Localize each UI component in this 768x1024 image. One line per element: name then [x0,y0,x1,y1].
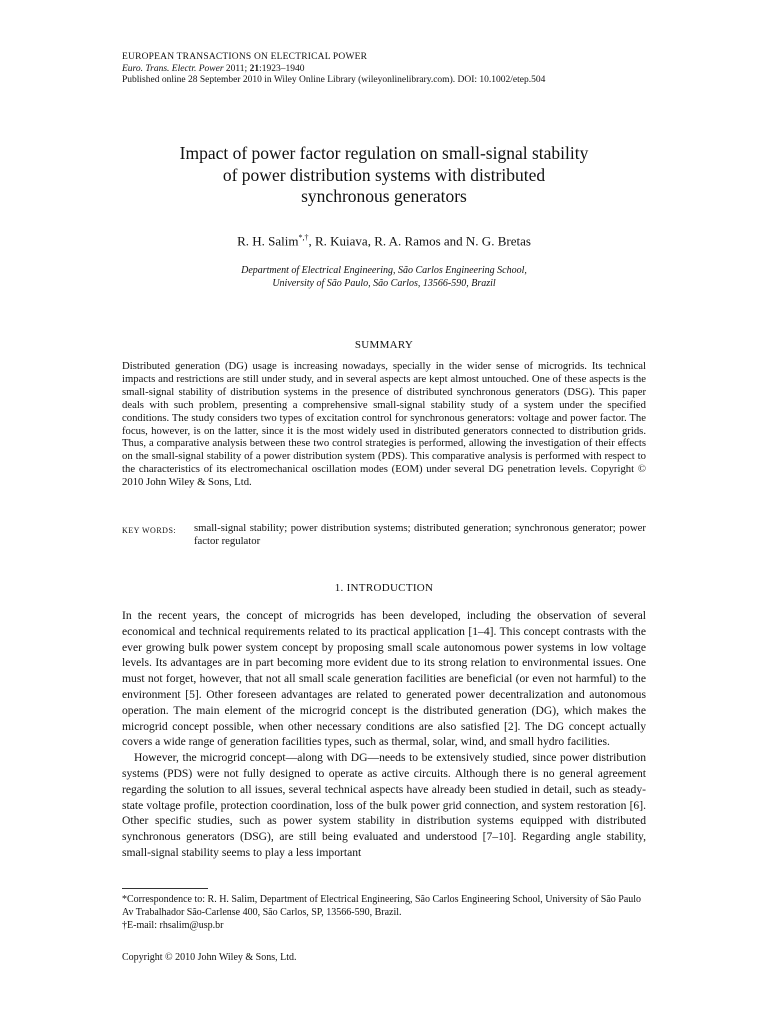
keywords-block [122,522,646,548]
paragraph: In the recent years, the concept of microgrids has been developed, including the observation of several economical and technical requirements related to its practical application [1–4]. This concept contrasts with the ever growing bulk power system concept by proposing small scale autonomous power systems in low voltage levels. Its advantages are in part becoming more evident due to its strong relation to environmental issues. One must not forget, however, that not all small scale generation facilities are beneficial (or even not harmful) to the environment [5]. Other foreseen advantages are related to generated power decentralization and autonomous operation. The main element of the microgrid concept is the distributed generation (DG), which makes the microgrid concept possible, when other necessary conditions are also satisfied [2]. The DG concept actually covers a wide range of generation facilities types, such as thermal, solar, wind, and small hydro facilities. [122,609,646,749]
journal-pages: :1923–1940 [259,63,305,74]
published-line: Published online 28 September 2010 in Wiley Online Library (wileyonlinelibrary.com). DOI: 10.1002/etep.504 [122,75,546,85]
journal-name: EUROPEAN TRANSACTIONS ON ELECTRICAL POWER [122,52,368,62]
correspondence-footnote: *Correspondence to: R. H. Salim, Department of Electrical Engineering, São Carlos Engineering School, University of São Paulo Av Trabalhador São-Carlense 400, São Carlos, SP, 13566-590, Brazil. [122,894,642,918]
summary-heading: SUMMARY [354,339,414,351]
title-line: synchronous generators [301,186,467,206]
journal-header [122,52,545,87]
title-line: of power distribution systems with distributed [222,164,546,185]
keywords-label: KEY WORDS: [122,525,177,535]
affiliation-line: Department of Electrical Engineering, São Carlos Engineering School, [241,265,527,276]
journal-citation [122,64,545,76]
section-heading: 1. INTRODUCTION [334,582,434,594]
affiliation-line: University of São Paulo, São Carlos, 13566-590, Brazil [272,278,496,289]
journal-volume: 21 [249,63,260,74]
author-marks: *,† [298,233,309,242]
journal-year: 2011; [225,63,248,74]
affiliation [0,264,768,290]
author-names-rest: , R. Kuiava, R. A. Ramos and N. G. Bretas [308,233,531,249]
paper-title [0,143,768,208]
author-name: R. H. Salim [237,233,299,249]
footnote-divider [122,888,208,889]
author-list [0,233,768,249]
journal-abbrev: Euro. Trans. Electr. Power [122,63,224,74]
copyright-notice: Copyright © 2010 John Wiley & Sons, Ltd. [122,952,297,963]
paragraph: However, the microgrid concept—along with DG—needs to be extensively studied, since power distribution systems (PDS) were not fully designed to operate as active circuits. Although there is no general agreement regarding the solution to all issues, several technical aspects have already been studied in detail, such as steady-state voltage profile, protection coordination, loss of the bulk power grid connection, and system restoration [6]. Other specific studies, such as power system stability in distribution systems equipped with distributed synchronous generators (DSG), are still being evaluated and understood [7–10]. Regarding angle stability, small-signal stability seems to play a less important [122,751,646,859]
email-footnote: †E-mail: rhsalim@usp.br [122,920,224,931]
introduction-body [122,608,646,861]
footnotes [122,893,646,932]
keywords-text: small-signal stability; power distribution systems; distributed generation; synchronous generator; power factor regulator [194,522,646,547]
summary-text: Distributed generation (DG) usage is increasing nowadays, specially in the wider sense of microgrids. Its technical impacts and restrictions are still under study, and in several aspects are kept almost untouched. One of these aspects is the small-signal stability of distribution systems in the presence of distributed synchronous generators (DSG). This paper deals with such problem, presenting a comprehensive small-signal stability study of a system under the specified conditions. The study considers two types of excitation control for synchronous generators: voltage and power factor. The focus, however, is on the latter, since it is the most widely used in distributed generators connected to distribution grids. Thus, a comparative analysis between these two control strategies is performed, allowing the investigation of their effects on the small-signal stability of a power distribution system (PDS). This comparative analysis is performed with respect to the characteristics of its electromechanical oscillation modes (EOM) under several DG penetration levels. Copyright © 2010 John Wiley & Sons, Ltd. [122,360,646,489]
title-line: Impact of power factor regulation on small-signal stability [179,143,589,163]
